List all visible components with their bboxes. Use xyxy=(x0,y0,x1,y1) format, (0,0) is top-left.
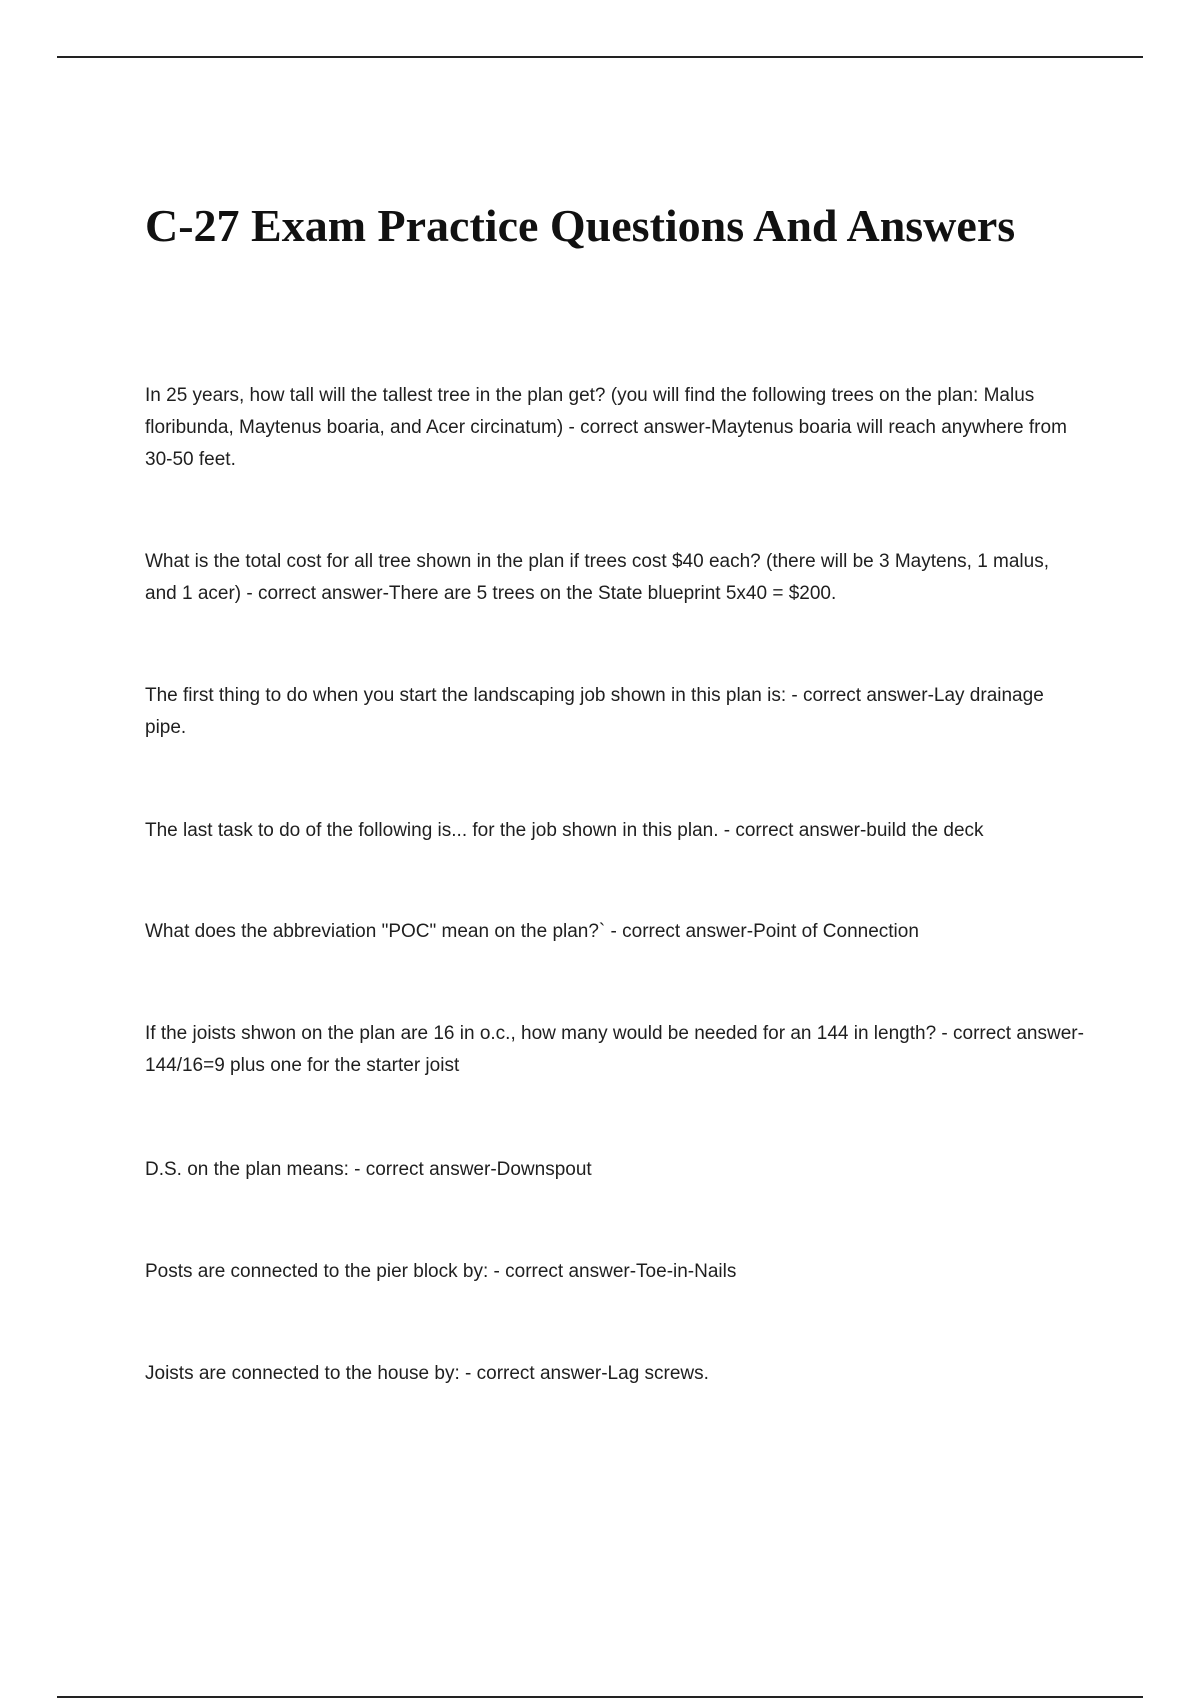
qa-item-7: D.S. on the plan means: - correct answer-Downspout xyxy=(145,1159,592,1180)
qa-item-2: What is the total cost for all tree shown in the plan if trees cost $40 each? (there will be 3 Maytens, 1 malus, and 1 acer) - correct answer-There are 5 trees on the State blueprint 5x40 = $200. xyxy=(145,551,1050,604)
bottom-rule xyxy=(57,1696,1143,1698)
qa-item-8: Posts are connected to the pier block by: - correct answer-Toe-in-Nails xyxy=(145,1261,737,1282)
top-rule xyxy=(57,56,1143,58)
qa-item-6: If the joists shwon on the plan are 16 in o.c., how many would be needed for an 144 in length? - correct answer-144/16=9 plus one for the starter joist xyxy=(145,1023,1084,1076)
page-title: C-27 Exam Practice Questions And Answers xyxy=(145,200,1016,251)
qa-item-1: In 25 years, how tall will the tallest tree in the plan get? (you will find the following trees on the plan: Malus floribunda, Maytenus boaria, and Acer circinatum) - correct answer-Maytenus boaria will reach anywhere from 30-50 feet. xyxy=(145,385,1067,470)
qa-item-9: Joists are connected to the house by: - correct answer-Lag screws. xyxy=(145,1363,709,1384)
qa-item-4: The last task to do of the following is... for the job shown in this plan. - correct answer-build the deck xyxy=(145,820,984,841)
qa-item-5: What does the abbreviation "POC" mean on the plan?` - correct answer-Point of Connection xyxy=(145,921,919,942)
qa-item-3: The first thing to do when you start the landscaping job shown in this plan is: - correct answer-Lay drainage pipe. xyxy=(145,685,1044,738)
